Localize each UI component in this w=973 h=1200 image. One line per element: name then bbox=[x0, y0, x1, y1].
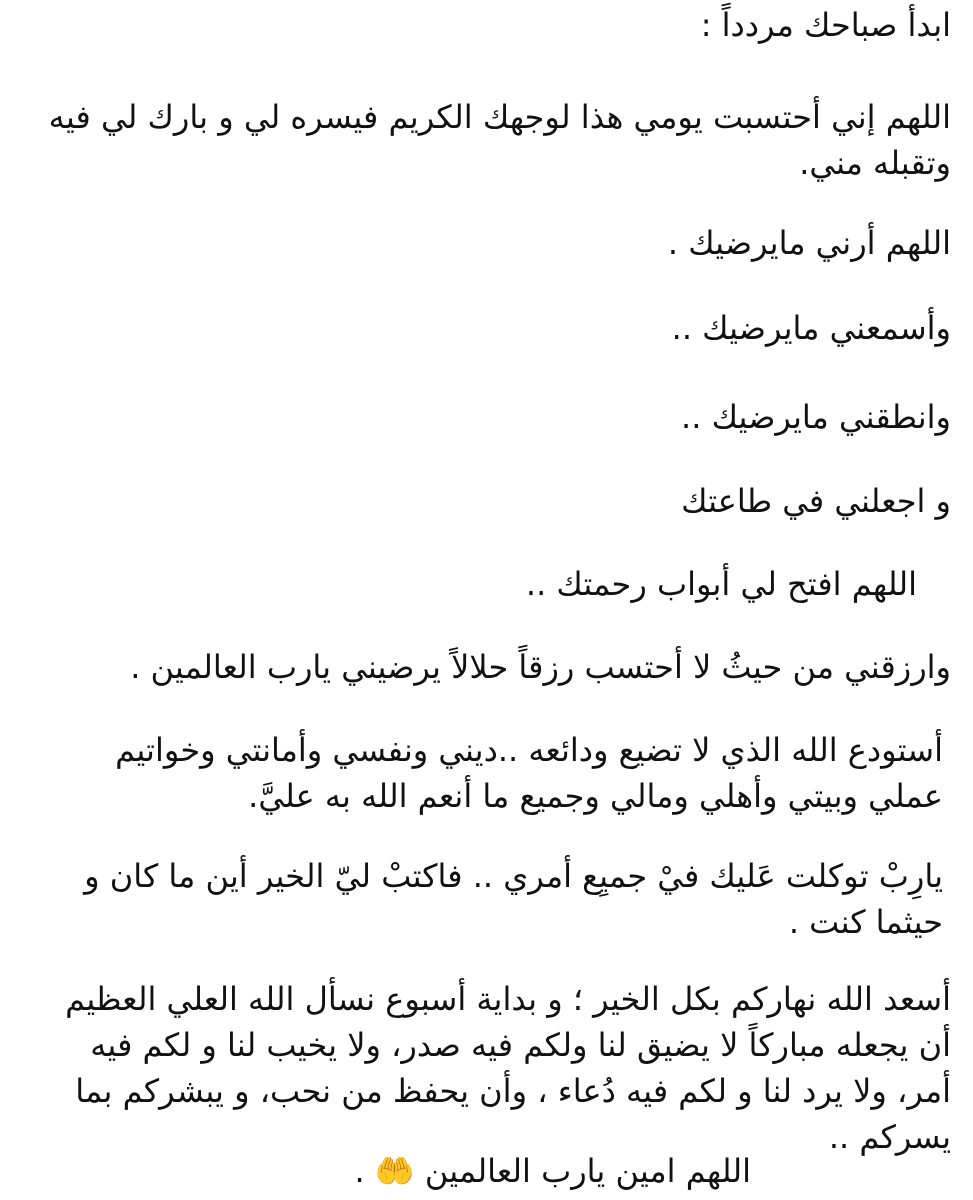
paragraph-closing bbox=[40, 1148, 951, 1194]
closing-end: . bbox=[354, 1152, 375, 1190]
praying-hands-icon: 🤲 bbox=[374, 1152, 415, 1190]
paragraph-hear: وأسمعني مايرضيك .. bbox=[671, 309, 951, 347]
paragraph-mercy: اللهم افتح لي أبواب رحمتك .. bbox=[525, 565, 917, 603]
paragraph-speak: وانطقني مايرضيك .. bbox=[681, 398, 951, 436]
paragraph-greeting: أسعد الله نهاركم بكل الخير ؛ و بداية أسبوع نسأل الله العلي العظيم أن يجعله مباركاً لا يضيق لنا ولكم فيه صدر، ولا يخيب لنا و لكم فيه أمر، ولا يرد لنا و لكم فيه دُعاء ، وأن يحفظ من نحب، و يبشركم بما يسركم .. bbox=[65, 980, 951, 1156]
document-body bbox=[40, 0, 951, 1200]
paragraph-dedication: اللهم إني أحتسبت يومي هذا لوجهك الكريم فيسره لي و بارك لي فيه وتقبله مني. bbox=[48, 98, 951, 182]
closing-text: اللهم امين يارب العالمين bbox=[424, 1152, 751, 1190]
paragraph-show-me: اللهم أرني مايرضيك . bbox=[667, 224, 951, 262]
paragraph-reliance: يارِبْ توكلت عَليك فيْ جميِع أمري .. فاكتبْ ليّ الخير أين ما كان و حيثما كنت . bbox=[84, 857, 943, 941]
paragraph-provision: وارزقني من حيثُ لا أحتسب رزقاً حلالاً يرضيني يارب العالمين . bbox=[130, 648, 951, 686]
paragraph-entrust: أستودع الله الذي لا تضيع ودائعه ..ديني ونفسي وأمانتي وخواتيم عملي وبيتي وأهلي ومالي وجميع ما أنعم الله به عليَّ. bbox=[115, 731, 943, 815]
paragraph-intro: ابدأ صباحك مردداً : bbox=[700, 6, 951, 44]
paragraph-obedience: و اجعلني في طاعتك bbox=[681, 482, 951, 520]
